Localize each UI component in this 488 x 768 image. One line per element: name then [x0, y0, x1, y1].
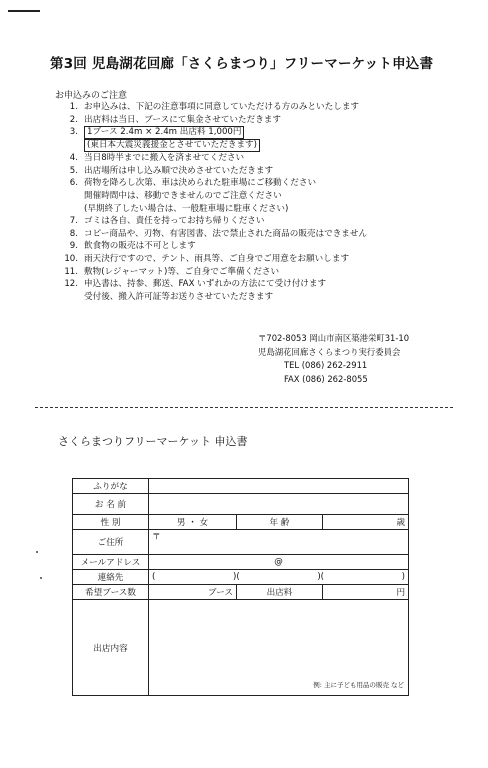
note-item: 1. お申込みは、下記の注意事項に同意していただける方のみといたします — [69, 102, 360, 112]
note-item: 4. 当日8時半までに搬入を済ませてください — [69, 153, 245, 164]
postal-mark: 〒 — [152, 532, 161, 542]
age-field[interactable]: 歳 — [323, 515, 409, 530]
note-item: 10. 雨天決行ですので、テント、雨具等、ご自身でご用意をお願いします — [64, 253, 350, 264]
address-field[interactable] — [149, 530, 409, 555]
notes-list — [55, 101, 455, 303]
phone-paren: ) — [401, 572, 406, 582]
age-label: 年 齢 — [237, 515, 323, 530]
note-item: 6. 荷物を降ろし次第、車は決められた駐車場にご移動ください — [69, 178, 317, 189]
booths-label: 希望ブース数 — [73, 585, 149, 600]
note-item: 11. 敷物(レジャーマット)等、ご自身でご準備ください — [64, 266, 280, 277]
content-example: 例: 主に子ども用品の販売 など — [313, 681, 405, 689]
note-item: 7. ゴミは各自、責任を持ってお持ち帰りください — [69, 216, 265, 227]
content-field[interactable] — [149, 600, 409, 696]
fee-field[interactable]: 円 — [323, 585, 409, 600]
note-item: 8. コピー商品や、刃物、有害図書、法で禁止された商品の販売はできません — [69, 228, 368, 239]
booths-field[interactable]: ブース — [149, 585, 237, 600]
note-item — [55, 139, 455, 152]
note-item: 3. 1ブース 2.4m × 2.4m 出店料 1,000円 — [55, 126, 455, 139]
fax-number: FAX (086) 262-8055 — [284, 373, 368, 384]
phone-label: 連絡先 — [73, 570, 149, 585]
note-item: 12. 申込書は、持参、郵送、FAX いずれかの方法にて受け付けます — [64, 279, 327, 290]
content-label: 出店内容 — [73, 600, 149, 696]
notes-heading: お申込みのご注意 — [55, 91, 128, 101]
organizer-name: 児島湖花回廊さくらまつり実行委員会 — [258, 346, 401, 357]
note-item: 2. 出店料は当日、ブースにて集金させていただきます — [69, 114, 281, 125]
donation-note-box: (東日本大震災義援金とさせていただきます) — [84, 139, 260, 152]
fee-label: 出店料 — [237, 585, 323, 600]
name-field[interactable] — [149, 494, 409, 515]
note-item: (早期終了したい場合は、一般駐車場に駐車ください) — [84, 203, 289, 214]
note-item: 受付後、搬入許可証等お送りさせていただきます — [84, 291, 274, 302]
punch-mark — [40, 577, 42, 579]
note-item: 5. 出店場所は申し込み順で決めさせていただきます — [69, 165, 274, 176]
gender-label: 性 別 — [73, 515, 149, 530]
document-title: 第3回 児島湖花回廊「さくらまつり」フリーマーケット申込書 — [50, 56, 434, 72]
punch-mark — [36, 551, 38, 553]
gender-options[interactable]: 男 ・ 女 — [149, 515, 237, 530]
postal-address: 〒702-8053 岡山市南区築港栄町31-10 — [258, 333, 410, 343]
name-label: お 名 前 — [73, 494, 149, 515]
address-label: ご住所 — [73, 530, 149, 555]
top-rule — [8, 10, 40, 12]
application-form — [72, 478, 409, 696]
cut-line — [35, 407, 453, 408]
form-title: さくらまつりフリーマーケット 申込書 — [58, 435, 248, 448]
phone-paren: ( — [152, 572, 156, 582]
note-item: 開催時間中は、移動できませんのでご注意ください — [84, 190, 282, 201]
furigana-field[interactable] — [149, 479, 409, 494]
phone-field[interactable] — [149, 570, 409, 585]
tel-number: TEL (086) 262-2911 — [284, 360, 368, 370]
contact-block — [258, 332, 409, 386]
phone-paren: )( — [232, 572, 240, 582]
email-field[interactable]: @ — [149, 555, 409, 570]
note-item: 9. 飲食物の販売は不可とします — [69, 241, 196, 252]
furigana-label: ふりがな — [73, 479, 149, 494]
phone-paren: )( — [317, 572, 325, 582]
booth-fee-box: 1ブース 2.4m × 2.4m 出店料 1,000円 — [84, 126, 244, 139]
email-label: メールアドレス — [73, 555, 149, 570]
